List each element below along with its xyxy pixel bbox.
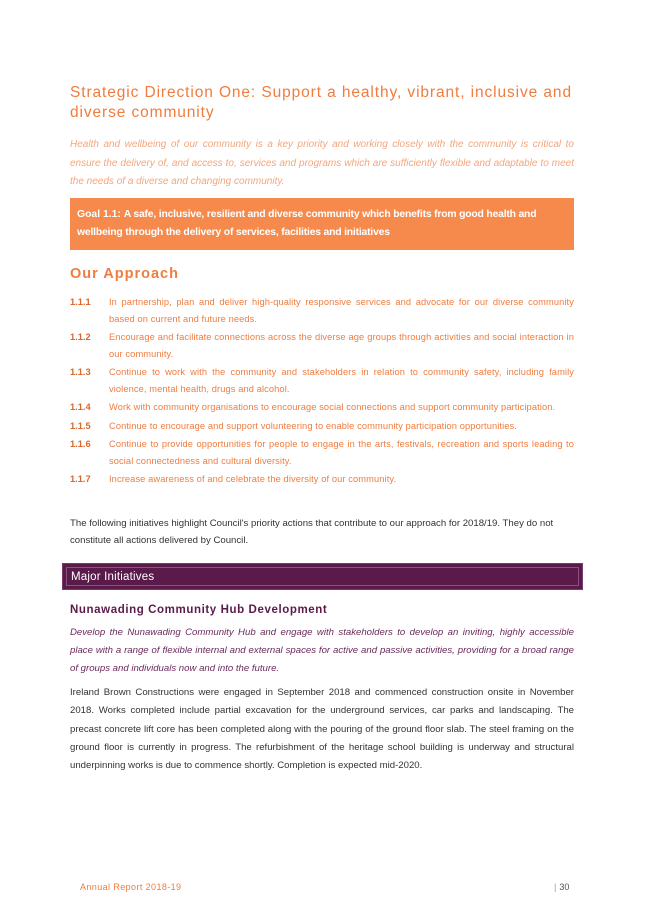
major-initiatives-label: Major Initiatives	[71, 571, 155, 583]
list-item	[70, 294, 574, 327]
list-item	[70, 364, 574, 397]
approach-list	[70, 294, 574, 490]
item-text: Continue to provide opportunities for people to engage in the arts, festivals, recreation and sports leading to social connectedness and cultural diversity.	[109, 439, 574, 466]
item-number: 1.1.4	[70, 402, 91, 412]
goal-box	[70, 198, 574, 250]
item-text: Continue to work with the community and stakeholders in relation to community safety, including family violence, mental health, drugs and alcohol.	[109, 367, 574, 394]
hub-body: Ireland Brown Constructions were engaged in September 2018 and commenced construction onsite in November 2018. Works completed include partial excavation for the underground services, car parks and landscaping. The precast concrete lift core has been completed along with the pouring of the ground floor slab. The steel framing on the ground floor is currently in progress. The refurbishment of the heritage school building is underway and structural underpinning works is due to commence shortly. Completion is expected mid-2020.	[70, 687, 574, 772]
goal-number: Goal 1.1:	[77, 209, 121, 220]
hub-intro: Develop the Nunawading Community Hub and engage with stakeholders to develop an inviting, highly accessible place with a range of flexible internal and external spaces for active and passive activities, providing for a broad range of groups and individuals now and into the future.	[70, 627, 574, 674]
approach-heading: Our Approach	[70, 266, 179, 282]
list-item	[70, 329, 574, 362]
item-number: 1.1.5	[70, 420, 91, 431]
strategic-direction-heading: Strategic Direction One: Support a healthy, vibrant, inclusive and diverse community	[70, 84, 572, 121]
item-text: Continue to encourage and support volunteering to enable community participation opportunities.	[109, 420, 517, 431]
initiatives-intro-paragraph: The following initiatives highlight Council's priority actions that contribute to our approach for 2018/19. They do not constitute all actions delivered by Council.	[70, 518, 554, 546]
footer-page	[554, 880, 569, 894]
item-text: Work with community organisations to encourage social connections and support community participation.	[109, 402, 556, 412]
list-item	[70, 399, 574, 416]
item-text: Increase awareness of and celebrate the diversity of our community.	[109, 474, 397, 484]
list-item	[70, 471, 574, 488]
item-number: 1.1.7	[70, 474, 91, 484]
page-number: 30	[559, 882, 570, 892]
item-number: 1.1.1	[70, 297, 91, 307]
footer-separator: |	[554, 882, 557, 892]
item-text: In partnership, plan and deliver high-quality responsive services and advocate for our diverse community based on current and future needs.	[109, 297, 574, 324]
list-item	[70, 436, 574, 469]
item-text: Encourage and facilitate connections across the diverse age groups through activities and social interaction in our community.	[109, 332, 574, 359]
item-number: 1.1.3	[70, 367, 91, 377]
footer-report-title: Annual Report 2018-19	[80, 882, 182, 892]
hub-title: Nunawading Community Hub Development	[70, 604, 328, 616]
major-initiatives-band	[62, 563, 583, 590]
list-item	[70, 418, 574, 435]
goal-text: A safe, inclusive, resilient and diverse community which benefits from good health and wellbeing through the delivery of services, facilities and initiatives	[77, 209, 537, 238]
item-number: 1.1.6	[70, 439, 91, 449]
strategic-direction-intro: Health and wellbeing of our community is a key priority and working closely with the community is critical to ensure the delivery of, and access to, services and programs which are sufficiently flexible and adaptable to meet the needs of a diverse and changing community.	[70, 139, 574, 187]
item-number: 1.1.2	[70, 332, 91, 342]
